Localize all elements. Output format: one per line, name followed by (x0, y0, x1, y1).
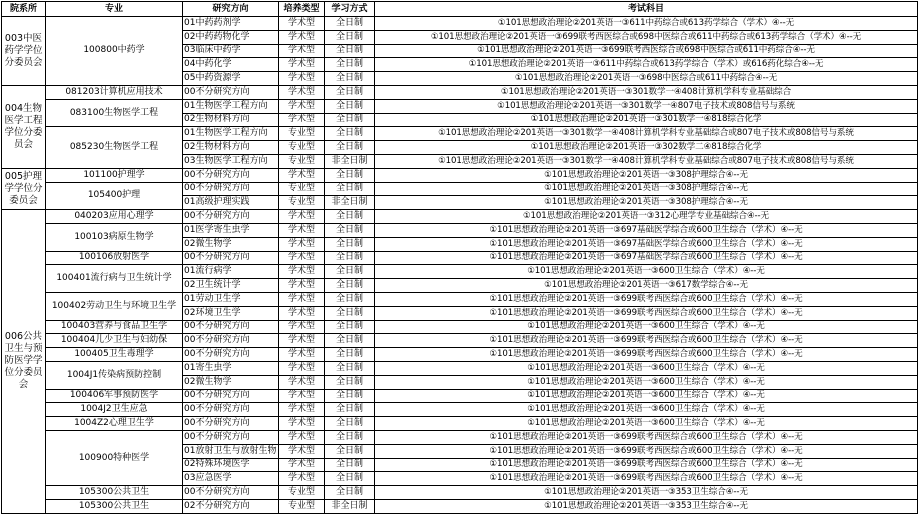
header-major: 专业 (46, 2, 183, 17)
type-cell: 专业型 (279, 141, 325, 155)
mode-cell: 全日制 (325, 72, 375, 86)
table-row (2, 417, 918, 431)
mode-cell: 全日制 (325, 444, 375, 458)
subjects-cell: ①101思想政治理论②201英语一③308护理综合④--无 (375, 196, 918, 210)
table-row (2, 251, 918, 265)
table-row (2, 334, 918, 348)
subjects-cell: ①101思想政治理论②201英语一③308护理综合④--无 (375, 182, 918, 196)
direction-cell: 01高级护理实践 (183, 196, 279, 210)
direction-cell: 03临床中药学 (183, 44, 279, 58)
direction-cell: 00不分研究方向 (183, 182, 279, 196)
mode-cell: 全日制 (325, 320, 375, 334)
subjects-cell: ①101思想政治理论②201英语一③699联考西医综合或698中医综合或611中药综合④--无 (375, 44, 918, 58)
major-cell: 083100生物医学工程 (46, 99, 183, 127)
type-cell: 学术型 (279, 265, 325, 279)
type-cell: 学术型 (279, 306, 325, 320)
mode-cell: 全日制 (325, 30, 375, 44)
subjects-cell: ①101思想政治理论②201英语一③699联考西医综合或600卫生综合（学术）④--无 (375, 458, 918, 472)
direction-cell: 05中药资源学 (183, 72, 279, 86)
type-cell: 学术型 (279, 458, 325, 472)
dept-cell: 006公共卫生与预防医学学位分委员会 (2, 210, 46, 514)
mode-cell: 全日制 (325, 99, 375, 113)
subjects-cell: ①101思想政治理论②201英语一③301数学一④818综合化学 (375, 113, 918, 127)
mode-cell: 全日制 (325, 85, 375, 99)
mode-cell: 全日制 (325, 361, 375, 375)
type-cell: 学术型 (279, 168, 325, 182)
subjects-cell: ①101思想政治理论②201英语一③699联考西医综合或600卫生综合（学术）④--无 (375, 444, 918, 458)
type-cell: 专业型 (279, 127, 325, 141)
major-cell: 101100护理学 (46, 168, 183, 182)
subjects-cell: ①101思想政治理论②201英语一③600卫生综合（学术）④--无 (375, 375, 918, 389)
major-cell: 1004J2卫生应急 (46, 403, 183, 417)
mode-cell: 全日制 (325, 389, 375, 403)
direction-cell: 02不分研究方向 (183, 499, 279, 513)
mode-cell: 全日制 (325, 223, 375, 237)
mode-cell: 全日制 (325, 58, 375, 72)
subjects-cell: ①101思想政治理论②201英语一③301数学一④408计算机学科专业基础综合或807电子技术或808信号与系统 (375, 154, 918, 168)
header-direction: 研究方向 (183, 2, 279, 17)
mode-cell: 全日制 (325, 279, 375, 293)
type-cell: 学术型 (279, 99, 325, 113)
subjects-cell: ①101思想政治理论②201英语一③600卫生综合（学术）④--无 (375, 389, 918, 403)
subjects-cell: ①101思想政治理论②201英语一③697基础医学综合或600卫生综合（学术）④--无 (375, 251, 918, 265)
header-subjects: 考试科目 (375, 2, 918, 17)
major-cell: 100404儿少卫生与妇幼保 (46, 334, 183, 348)
direction-cell: 00不分研究方向 (183, 334, 279, 348)
table-row (2, 17, 918, 31)
mode-cell: 全日制 (325, 182, 375, 196)
major-cell: 105300公共卫生 (46, 486, 183, 500)
major-cell: 1004J1传染病预防控制 (46, 361, 183, 389)
type-cell: 学术型 (279, 72, 325, 86)
dept-cell: 005护理学学位分委员会 (2, 168, 46, 209)
subjects-cell: ①101思想政治理论②201英语一③699联考西医综合或600卫生综合（学术）④--无 (375, 348, 918, 362)
direction-cell: 02生物材料方向 (183, 141, 279, 155)
direction-cell: 00不分研究方向 (183, 251, 279, 265)
type-cell: 学术型 (279, 472, 325, 486)
subjects-cell: ①101思想政治理论②201英语一③697基础医学综合或600卫生综合（学术）④--无 (375, 223, 918, 237)
type-cell: 专业型 (279, 182, 325, 196)
type-cell: 学术型 (279, 292, 325, 306)
major-cell: 100900特种医学 (46, 430, 183, 485)
table-row (2, 182, 918, 196)
direction-cell: 03应急医学 (183, 472, 279, 486)
direction-cell: 00不分研究方向 (183, 348, 279, 362)
type-cell: 专业型 (279, 154, 325, 168)
header-mode: 学习方式 (325, 2, 375, 17)
major-cell: 100106放射医学 (46, 251, 183, 265)
mode-cell: 非全日制 (325, 154, 375, 168)
type-cell: 学术型 (279, 417, 325, 431)
table-row (2, 168, 918, 182)
subjects-cell: ①101思想政治理论②201英语一③301数学一④408计算机学科专业基础综合或807电子技术或808信号与系统 (375, 127, 918, 141)
dept-cell: 003中医药学学位分委员会 (2, 17, 46, 86)
subjects-cell: ①101思想政治理论②201英语一③699联考西医综合或600卫生综合（学术）④--无 (375, 334, 918, 348)
direction-cell: 02特殊环境医学 (183, 458, 279, 472)
mode-cell: 全日制 (325, 113, 375, 127)
table-row (2, 320, 918, 334)
table-row (2, 403, 918, 417)
direction-cell: 02微生物学 (183, 237, 279, 251)
mode-cell: 全日制 (325, 141, 375, 155)
table-row (2, 210, 918, 224)
subjects-cell: ①101思想政治理论②201英语一③308护理综合④--无 (375, 168, 918, 182)
direction-cell: 00不分研究方向 (183, 403, 279, 417)
table-row (2, 99, 918, 113)
major-cell: 100406军事预防医学 (46, 389, 183, 403)
direction-cell: 00不分研究方向 (183, 320, 279, 334)
type-cell: 学术型 (279, 403, 325, 417)
major-cell: 1004Z2心理卫生学 (46, 417, 183, 431)
type-cell: 学术型 (279, 223, 325, 237)
direction-cell: 02中药药物化学 (183, 30, 279, 44)
subjects-cell: ①101思想政治理论②201英语一③301数学一④408计算机学科专业基础综合 (375, 85, 918, 99)
type-cell: 学术型 (279, 85, 325, 99)
direction-cell: 01劳动卫生学 (183, 292, 279, 306)
type-cell: 学术型 (279, 58, 325, 72)
subjects-cell: ①101思想政治理论②201英语一③617数学综合④--无 (375, 279, 918, 293)
type-cell: 学术型 (279, 251, 325, 265)
type-cell: 专业型 (279, 499, 325, 513)
subjects-cell: ①101思想政治理论②201英语一③699联考西医综合或698中医综合或611中药综合或613药学综合（学术）④--无 (375, 30, 918, 44)
mode-cell: 全日制 (325, 430, 375, 444)
table-row (2, 430, 918, 444)
type-cell: 学术型 (279, 361, 325, 375)
subjects-cell: ①101思想政治理论②201英语一③312心理学专业基础综合④--无 (375, 210, 918, 224)
direction-cell: 03生物医学工程方向 (183, 154, 279, 168)
table-row (2, 348, 918, 362)
type-cell: 学术型 (279, 237, 325, 251)
type-cell: 学术型 (279, 444, 325, 458)
major-cell: 100405卫生毒理学 (46, 348, 183, 362)
table-row (2, 361, 918, 375)
major-cell: 100401流行病与卫生统计学 (46, 265, 183, 293)
mode-cell: 全日制 (325, 127, 375, 141)
table-row (2, 499, 918, 513)
table-row (2, 127, 918, 141)
table-row (2, 265, 918, 279)
mode-cell: 全日制 (325, 168, 375, 182)
direction-cell: 00不分研究方向 (183, 486, 279, 500)
major-cell: 100103病原生物学 (46, 223, 183, 251)
subjects-cell: ①101思想政治理论②201英语一③699联考西医综合或600卫生综合（学术）④--无 (375, 306, 918, 320)
type-cell: 学术型 (279, 44, 325, 58)
type-cell: 学术型 (279, 375, 325, 389)
direction-cell: 01医学寄生虫学 (183, 223, 279, 237)
header-dept: 院系所 (2, 2, 46, 17)
direction-cell: 01放射卫生与放射生物 (183, 444, 279, 458)
direction-cell: 02卫生统计学 (183, 279, 279, 293)
subjects-cell: ①101思想政治理论②201英语一③353卫生综合④--无 (375, 499, 918, 513)
mode-cell: 全日制 (325, 472, 375, 486)
direction-cell: 02生物材料方向 (183, 113, 279, 127)
mode-cell: 全日制 (325, 403, 375, 417)
direction-cell: 04中药化学 (183, 58, 279, 72)
mode-cell: 非全日制 (325, 196, 375, 210)
direction-cell: 00不分研究方向 (183, 430, 279, 444)
major-cell: 085230生物医学工程 (46, 127, 183, 168)
direction-cell: 00不分研究方向 (183, 389, 279, 403)
subjects-cell: ①101思想政治理论②201英语一③600卫生综合（学术）④--无 (375, 417, 918, 431)
header-type: 培养类型 (279, 2, 325, 17)
direction-cell: 02微生物学 (183, 375, 279, 389)
direction-cell: 00不分研究方向 (183, 417, 279, 431)
direction-cell: 00不分研究方向 (183, 210, 279, 224)
direction-cell: 02环境卫生学 (183, 306, 279, 320)
mode-cell: 全日制 (325, 486, 375, 500)
mode-cell: 全日制 (325, 44, 375, 58)
type-cell: 学术型 (279, 17, 325, 31)
type-cell: 专业型 (279, 486, 325, 500)
type-cell: 学术型 (279, 30, 325, 44)
subjects-cell: ①101思想政治理论②201英语一③301数学一④807电子技术或808信号与系统 (375, 99, 918, 113)
subjects-cell: ①101思想政治理论②201英语一③600卫生综合（学术）④--无 (375, 361, 918, 375)
mode-cell: 全日制 (325, 458, 375, 472)
dept-cell: 004生物医学工程学位分委员会 (2, 85, 46, 168)
type-cell: 学术型 (279, 389, 325, 403)
subjects-cell: ①101思想政治理论②201英语一③699联考西医综合或600卫生综合（学术）④--无 (375, 472, 918, 486)
subjects-cell: ①101思想政治理论②201英语一③611中药综合或613药学综合（学术）或616药化综合④--无 (375, 58, 918, 72)
admission-table-page (0, 1, 918, 532)
direction-cell: 00不分研究方向 (183, 168, 279, 182)
table-row (2, 389, 918, 403)
direction-cell: 01中药药剂学 (183, 17, 279, 31)
type-cell: 学术型 (279, 210, 325, 224)
type-cell: 学术型 (279, 320, 325, 334)
subjects-cell: ①101思想政治理论②201英语一③353卫生综合④--无 (375, 486, 918, 500)
mode-cell: 全日制 (325, 17, 375, 31)
major-cell: 105400护理 (46, 182, 183, 210)
direction-cell: 01生物医学工程方向 (183, 127, 279, 141)
mode-cell: 全日制 (325, 306, 375, 320)
mode-cell: 全日制 (325, 375, 375, 389)
subjects-cell: ①101思想政治理论②201英语一③699联考西医综合或600卫生综合（学术）④--无 (375, 292, 918, 306)
type-cell: 学术型 (279, 430, 325, 444)
subjects-cell: ①101思想政治理论②201英语一③611中药综合或613药学综合（学术）④--无 (375, 17, 918, 31)
direction-cell: 01寄生虫学 (183, 361, 279, 375)
major-cell: 100402劳动卫生与环境卫生学 (46, 292, 183, 320)
subjects-cell: ①101思想政治理论②201英语一③699联考西医综合或600卫生综合（学术）④--无 (375, 430, 918, 444)
mode-cell: 全日制 (325, 265, 375, 279)
header-row (2, 2, 918, 17)
table-row (2, 292, 918, 306)
mode-cell: 全日制 (325, 334, 375, 348)
mode-cell: 全日制 (325, 251, 375, 265)
subjects-cell: ①101思想政治理论②201英语一③600卫生综合（学术）④--无 (375, 403, 918, 417)
major-cell: 105300公共卫生 (46, 499, 183, 513)
subjects-cell: ①101思想政治理论②201英语一③302数学二④818综合化学 (375, 141, 918, 155)
type-cell: 学术型 (279, 334, 325, 348)
table-body (2, 17, 918, 514)
subjects-cell: ①101思想政治理论②201英语一③698中医综合或611中药综合④--无 (375, 72, 918, 86)
type-cell: 学术型 (279, 113, 325, 127)
major-cell: 081203计算机应用技术 (46, 85, 183, 99)
subjects-cell: ①101思想政治理论②201英语一③600卫生综合（学术）④--无 (375, 320, 918, 334)
direction-cell: 00不分研究方向 (183, 85, 279, 99)
mode-cell: 全日制 (325, 237, 375, 251)
type-cell: 学术型 (279, 348, 325, 362)
major-cell: 100403营养与食品卫生学 (46, 320, 183, 334)
mode-cell: 全日制 (325, 292, 375, 306)
direction-cell: 01生物医学工程方向 (183, 99, 279, 113)
mode-cell: 全日制 (325, 348, 375, 362)
table-row (2, 223, 918, 237)
mode-cell: 全日制 (325, 210, 375, 224)
mode-cell: 非全日制 (325, 499, 375, 513)
type-cell: 学术型 (279, 279, 325, 293)
subjects-cell: ①101思想政治理论②201英语一③600卫生综合（学术）④--无 (375, 265, 918, 279)
table-row (2, 486, 918, 500)
table-row (2, 85, 918, 99)
mode-cell: 全日制 (325, 417, 375, 431)
major-cell: 040203应用心理学 (46, 210, 183, 224)
direction-cell: 01流行病学 (183, 265, 279, 279)
subjects-cell: ①101思想政治理论②201英语一③697基础医学综合或600卫生综合（学术）④--无 (375, 237, 918, 251)
exam-subjects-table (1, 1, 918, 514)
major-cell: 100800中药学 (46, 17, 183, 86)
type-cell: 专业型 (279, 196, 325, 210)
